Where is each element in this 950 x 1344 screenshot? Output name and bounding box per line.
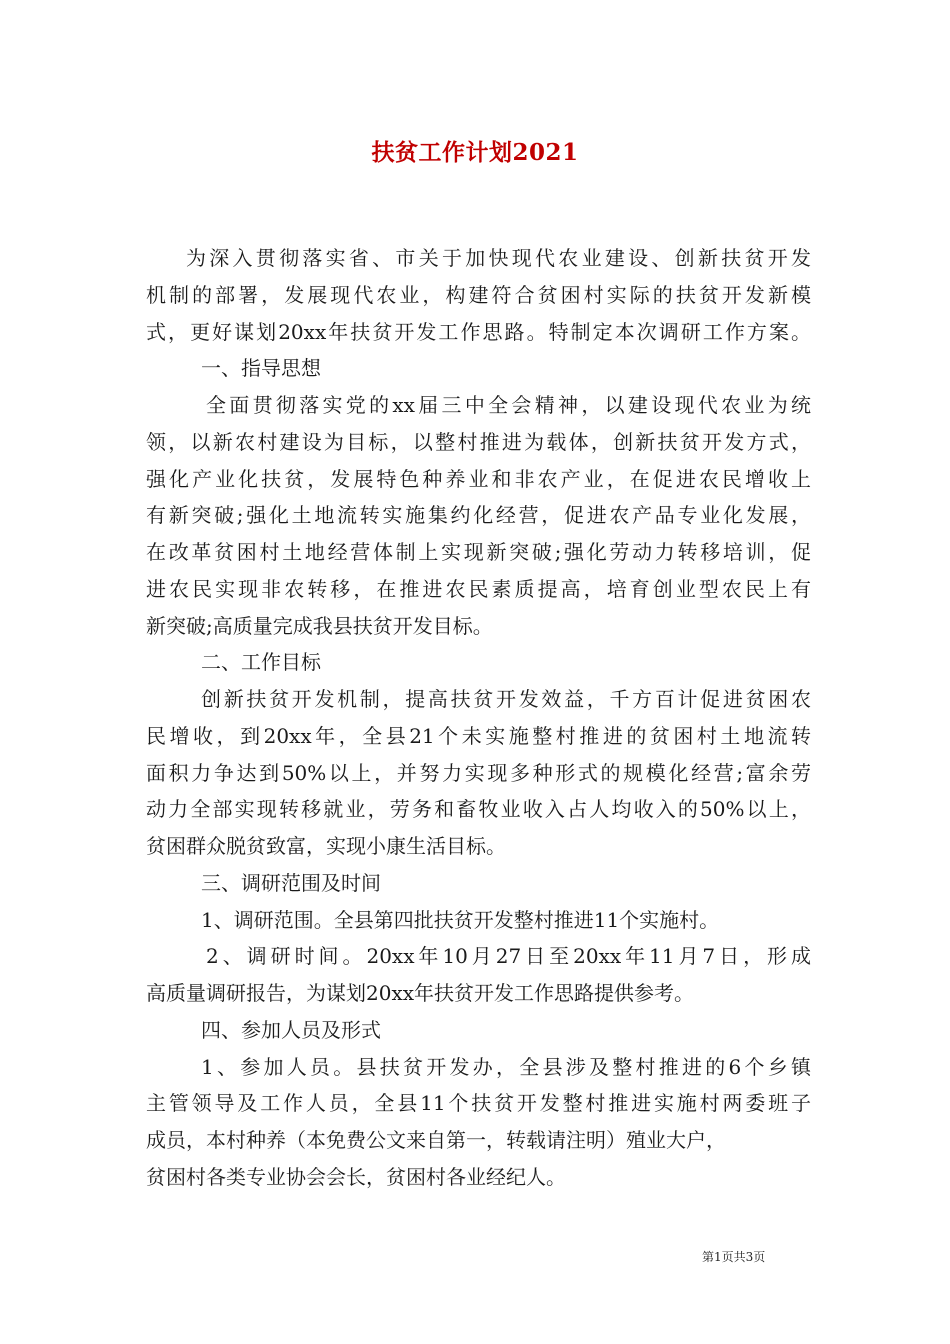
text-line: 面积力争达到50%以上，并努力实现多种形式的规模化经营;富余劳 <box>146 761 811 785</box>
page-number: 第1页共3页 <box>702 1250 766 1264</box>
section-heading: 四、参加人员及形式 <box>201 1018 381 1042</box>
text-line: 新突破;高质量完成我县扶贫开发目标。 <box>146 614 493 638</box>
text-line: 2、调研时间。20xx年10月27日至20xx年11月7日，形成 <box>206 944 811 968</box>
text-line: 创新扶贫开发机制，提高扶贫开发效益，千方百计促进贫困农 <box>201 687 811 711</box>
text-line: 民增收，到20xx年，全县21个未实施整村推进的贫困村土地流转 <box>146 724 811 748</box>
text-line: 动力全部实现转移就业，劳务和畜牧业收入占人均收入的50%以上， <box>146 797 811 821</box>
text-line: 进农民实现非农转移，在推进农民素质提高，培育创业型农民上有 <box>146 577 811 601</box>
section-heading: 三、调研范围及时间 <box>201 871 381 895</box>
text-line: 强化产业化扶贫，发展特色种养业和非农产业，在促进农民增收上 <box>146 467 811 491</box>
document-title: 扶贫工作计划2021 <box>371 139 579 166</box>
text-line: 在改革贫困村土地经营体制上实现新突破;强化劳动力转移培训，促 <box>146 540 811 564</box>
text-line: 成员，本村种养（本免费公文来自第一，转载请注明）殖业大户， <box>146 1128 726 1152</box>
text-line: 1、参加人员。县扶贫开发办，全县涉及整村推进的6个乡镇 <box>201 1055 811 1079</box>
text-line: 有新突破;强化土地流转实施集约化经营，促进农产品专业化发展， <box>146 503 811 527</box>
text-line: 贫困群众脱贫致富，实现小康生活目标。 <box>146 834 506 858</box>
text-line: 全面贯彻落实党的xx届三中全会精神，以建设现代农业为统 <box>206 393 811 417</box>
text-line: 领，以新农村建设为目标，以整村推进为载体，创新扶贫开发方式， <box>146 430 811 454</box>
text-line: 贫困村各类专业协会会长，贫困村各业经纪人。 <box>146 1165 566 1189</box>
text-line: 高质量调研报告，为谋划20xx年扶贫开发工作思路提供参考。 <box>146 981 695 1005</box>
section-heading: 一、指导思想 <box>201 356 321 380</box>
section-heading: 二、工作目标 <box>201 650 321 674</box>
text-line: 为深入贯彻落实省、市关于加快现代农业建设、创新扶贫开发 <box>186 246 811 270</box>
text-line: 机制的部署，发展现代农业，构建符合贫困村实际的扶贫开发新模 <box>146 283 811 307</box>
text-line: 1、调研范围。全县第四批扶贫开发整村推进11个实施村。 <box>201 908 720 932</box>
text-line: 式，更好谋划20xx年扶贫开发工作思路。特制定本次调研工作方案。 <box>146 320 811 344</box>
text-line: 主管领导及工作人员，全县11个扶贫开发整村推进实施村两委班子 <box>146 1091 811 1115</box>
